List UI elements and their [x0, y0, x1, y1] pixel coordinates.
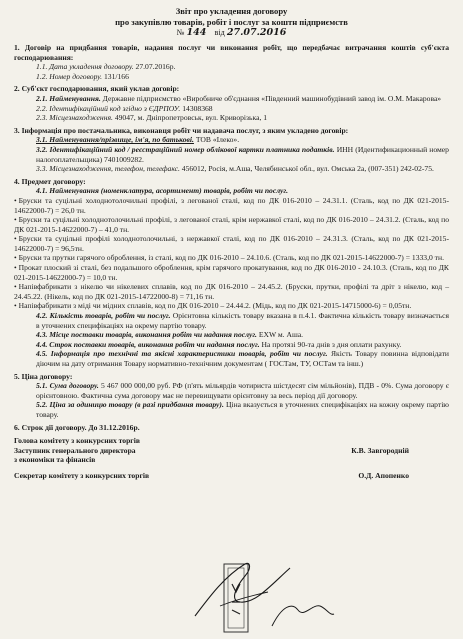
s2-2-label: 2.2. Ідентифікаційний код згідно з ЄДРПОУ.	[36, 103, 181, 113]
section-2-3	[14, 113, 449, 123]
list-item: • Напівфабрикати з міді чи мідних сплавів, код по ДК 016-2010 – 24.44.2. (Мідь, код по ДК 021-2015-14715000-6) = 0,05тн.	[14, 301, 449, 311]
title-line-1: Звіт про укладення договору	[175, 6, 288, 16]
s4-2-label: 4.2. Кількість товарів, робіт чи послуг.	[36, 311, 171, 321]
s4-4-label: 4.4. Строк поставки товарів, виконання робіт чи надання послуг.	[36, 339, 260, 349]
document-number-row	[14, 27, 449, 39]
s3-1-label: 3.1. Найменування/прізвище, ім'я, по батькові.	[36, 135, 194, 145]
section-1-title: 1. Договір на придбання товарів, надання послуг чи виконання робіт, що передбачає витрачання коштів суб'єкта господарювання:	[14, 43, 449, 62]
signature-role-2b: з економіки та фінансів	[14, 455, 96, 465]
doc-date-label: від	[214, 28, 225, 37]
s2-1-label: 2.1. Найменування.	[36, 93, 101, 103]
signature-role-2: Заступник генерального директора	[14, 445, 136, 455]
signature-role-3: Секретар комітету з конкурсних торгів	[14, 470, 150, 480]
s4-4-value: На протязі 90-та днів з дня оплати рахунку.	[261, 339, 402, 349]
signature-scribble-2-icon	[268, 596, 338, 632]
doc-date-value: 27.07.2016	[226, 27, 287, 38]
s1-1-label: 1.1. Дата укладення договору.	[36, 62, 134, 72]
s3-3-label: 3.3. Місцезнаходження, телефон, телефакс.	[36, 164, 180, 174]
doc-no-label: №	[176, 28, 185, 37]
section-1-2	[14, 72, 449, 82]
list-item: • Бруски та суцільні холоднотолочильні профілі, з легованої сталі, крім нержавкої сталі, код по ДК 016-2010 – 24.31.2. (Сталь, код по ДК 021-2015-14622000-7) – 41,0 тн.	[14, 215, 449, 234]
s3-3-value: 456012, Росія, м.Аша, Челябинської обл., вул. Омська 2а, (007-351) 242-02-75.	[181, 164, 434, 174]
s3-1-value: ТОВ «Ілеко».	[195, 135, 240, 145]
section-3-3	[14, 164, 449, 174]
section-5-title: 5. Ціна договору:	[14, 371, 73, 381]
doc-no-value: 144	[186, 27, 207, 38]
signature-row-2b	[14, 455, 449, 465]
s2-2-value: 14308368	[182, 103, 213, 113]
s4-5-value: Якість Товару повинна відповідати діючим на дату отримання Товару нормативно-технічним документам ( ГОСТам, ТУ, ОСТам та інш.)	[36, 349, 449, 368]
s6-label: 6. Строк дії договору.	[14, 422, 87, 432]
section-3-1	[14, 135, 449, 145]
s5-2-label: 5.2. Ціна за одиницю товару (в разі придбання товару).	[36, 400, 224, 410]
section-2-title: 2. Суб'єкт господарювання, який уклав договір:	[14, 84, 180, 94]
s4-3-label: 4.3. Місце поставки товарів, виконання робіт чи надання послуг.	[36, 330, 257, 340]
section-1-1	[14, 62, 449, 72]
section-3-2	[14, 145, 449, 164]
s1-1-value: 27.07.2016р.	[135, 62, 176, 72]
s4-5-label: 4.5. Інформація про технічні та якісні характеристики товарів, робіт чи послуг.	[36, 349, 328, 359]
section-3-title: 3. Інформація про постачальника, виконавця робіт чи надавача послуг, з яким укладено договір:	[14, 125, 349, 135]
section-5-2	[14, 400, 449, 419]
s5-1-value: 5 467 000 000,00 руб. РФ (п'ять мільярдів чотириста шістдесят сім мільйонів), ПДВ - 0%. Сума договору є орієнтовною. Фактична сума договору має не перевищувати орієнтовну за весь період дії договору.	[36, 381, 449, 400]
section-6	[14, 423, 449, 433]
s4-2-value: Орієнтовна кількість товару вказана в п.4.1. Фактична кількість товару визначається в уточнених специфікаціях на окрему партію товару.	[36, 311, 449, 330]
list-item: • Бруски та суцільні профілі холоднотолочильні, з нержавкої сталі, код по ДК 016-2010 – 24.31.3. (Сталь, код по ДК 021-2015-14622000-7) = 96,5тн.	[14, 234, 449, 253]
section-5-1	[14, 381, 449, 400]
signature-role-1: Голова комітету з конкурсних торгів	[14, 436, 140, 446]
signature-row-3	[14, 471, 449, 481]
s4-3-value: EXW м. Аша.	[258, 330, 304, 340]
section-4-1-label: 4.1. Найменування (номенклатура, асортимент) товарів, робіт чи послуг.	[36, 186, 288, 196]
signature-name-3: О.Д. Апопенко	[358, 470, 409, 480]
title-line-2: про закупівлю товарів, робіт і послуг за коштн підприємств	[115, 16, 348, 27]
s5-2-value: Ціна вказується в уточнених специфікаціях на кожну окрему партію товару.	[36, 400, 449, 419]
list-item: • Бруски та прутки гарячого оброблення, із сталі, код по ДК 016-2010 – 24.10.6. (Сталь, код по ДК 021-2015-14622000-7) = 1333,0 тн.	[14, 253, 449, 263]
section-4-2	[14, 311, 449, 330]
section-2-1	[14, 94, 449, 104]
s2-3-value: 49047, м. Дніпропетровськ, вул. Криворізька, 1	[114, 113, 268, 123]
s6-value: До 31.12.2016р.	[88, 422, 140, 432]
s2-3-label: 2.3. Місцезнаходження.	[36, 113, 113, 123]
section-4-title: 4. Предмет договору:	[14, 176, 86, 186]
signature-row-2	[14, 446, 449, 456]
signature-scribble-icon	[190, 556, 300, 626]
s1-2-label: 1.2. Номер договору.	[36, 71, 103, 81]
signatures-block	[14, 436, 449, 480]
s3-2-value: ИНН (Идентификационный номер налогоплательщика) 7401009282.	[36, 144, 449, 164]
s5-1-label: 5.1. Сума договору.	[36, 381, 99, 391]
section-4-4	[14, 340, 449, 350]
section-2-2	[14, 104, 449, 114]
s1-2-value: 131/166	[103, 71, 129, 81]
list-item: • Бруски та суцільні холоднотолочильні профілі, з легованої сталі, код по ДК 016-2010 – 24.31.1. (Сталь, код по ДК 021-2015-14622000-7) = 26,0 тн.	[14, 196, 449, 215]
list-item: • Прокат плоский зі сталі, без подальшого оброблення, крім гарячого прокатування, код по ДК 016-2010 - 24.10.3. (Сталь, код по ДК 021-2015-14622000-7) = 10,0 тн.	[14, 263, 449, 282]
report-title	[14, 6, 449, 27]
s2-1-value: Державне підприємство «Виробниче об'єднання «Південний машинобудівний завод ім. О.М. Макарова»	[102, 93, 442, 103]
s3-2-label: 3.2. Ідентифікаційний код / реєстраційний номер облікової картки платника податків.	[36, 144, 335, 154]
signature-row-1	[14, 436, 449, 446]
seal-stamp-icon	[218, 562, 254, 634]
signature-name-2: К.В. Завгородній	[351, 445, 409, 455]
section-4-3	[14, 330, 449, 340]
list-item: • Напівфабрикати з нікелю чи нікелевих сплавів, код по ДК 016-2010 – 24.45.2. (Бруски, прутки, профілі та дріт з нікелю, код – 24.45.22. (Нікель, код по ДК 021-2015-14722000-8) = 71,16 тн.	[14, 282, 449, 301]
section-4-5	[14, 349, 449, 368]
